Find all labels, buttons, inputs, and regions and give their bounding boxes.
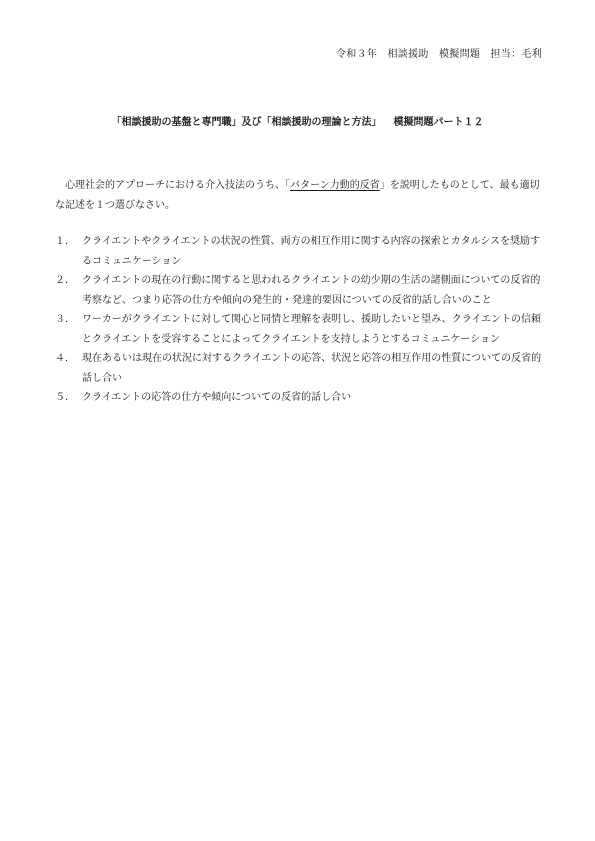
option-number: ５． xyxy=(55,392,75,403)
answer-option-4 xyxy=(55,349,545,388)
title-part-number: 模擬問題パート１２ xyxy=(393,117,484,128)
option-text: 現在あるいは現在の状況に対するクライエントの応答、状況と応答の相互作用の性質についての反省的話し合い xyxy=(82,353,542,384)
document-title xyxy=(0,113,595,128)
option-text: クライエントやクライエントの状況の性質、両方の相互作用に関する内容の探索とカタルシスを奨励するコミュニケーション xyxy=(82,236,541,267)
question-text xyxy=(55,176,545,216)
question-tail: 」を説明したものとして、最も適切な記述を１つ選びなさい。 xyxy=(55,180,540,211)
option-text: ワーカーがクライエントに対して関心と同情と理解を表明し、援助したいと望み、クライエントの信頼とクライエントを受容することによってクライエントを支持しようとするコミュニケーション xyxy=(82,314,541,345)
option-text: クライエントの現在の行動に関すると思われるクライエントの幼少期の生活の諸側面についての反省的考察など、つまり応答の仕方や傾向の発生的・発達的要因についての反省的話し合いのこと xyxy=(82,275,541,306)
option-text: クライエントの応答の仕方や傾向についての反省的話し合い xyxy=(82,392,352,403)
answer-option-2 xyxy=(55,271,545,310)
option-number: ３． xyxy=(55,314,75,325)
question-lead: 心理社会的アプローチにおける介入技法のうち、「 xyxy=(65,180,290,191)
answer-options xyxy=(55,232,545,408)
page-header: 令和３年 相談援助 模擬問題 担当：毛利 xyxy=(336,49,542,60)
title-subjects: 「相談援助の基盤と専門職」及び「相談援助の理論と方法」 xyxy=(111,117,382,128)
answer-option-3 xyxy=(55,310,545,349)
question-keyword: パターン力動的反省 xyxy=(290,180,380,191)
option-number: １． xyxy=(55,236,75,247)
answer-option-1 xyxy=(55,232,545,271)
option-number: ２． xyxy=(55,275,75,286)
answer-option-5 xyxy=(55,388,545,408)
option-number: ４． xyxy=(55,353,75,364)
